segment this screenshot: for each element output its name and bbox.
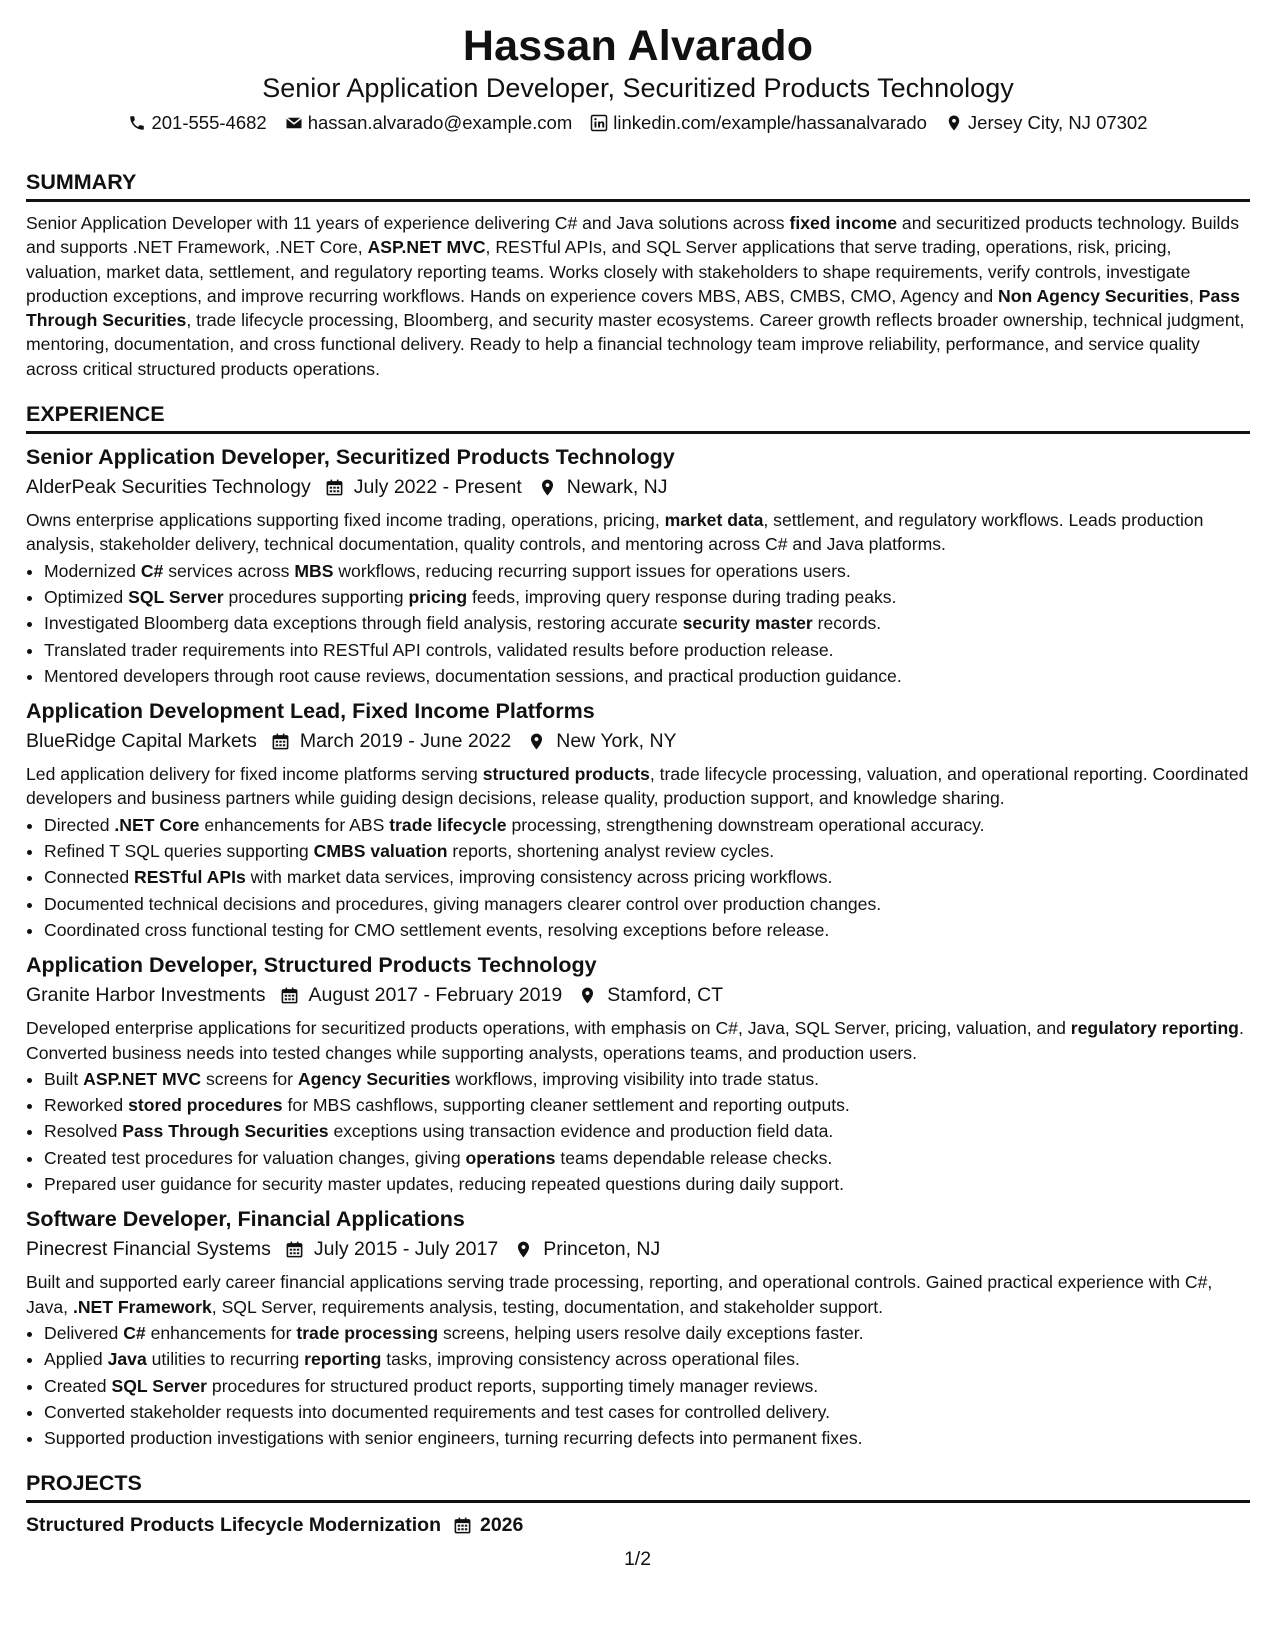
bullet-item: • Investigated Bloomberg data exceptions through field analysis, restoring accurate security master records. [44,610,1250,636]
experience-list [26,443,1250,1451]
contact-linkedin[interactable] [590,110,927,136]
bold-term: structured products [482,764,650,785]
bullet-item: • Connected RESTful APIs with market data services, improving consistency across pricing workflows. [44,864,1250,890]
location-pin-icon [578,986,597,1005]
job-meta [26,726,1250,756]
job-company: AlderPeak Securities Technology [26,476,311,499]
bullet-item: • Created SQL Server procedures for structured product reports, supporting timely manager reviews. [44,1373,1250,1399]
job-dates: July 2015 - July 2017 [313,1238,499,1261]
job-meta [26,472,1250,502]
job-bullets [26,812,1250,943]
job-bullets [26,558,1250,689]
bold-term: .NET Core [114,814,200,835]
bullet-item: • Supported production investigations with senior engineers, turning recurring defects into permanent fixes. [44,1425,1250,1451]
linkedin-icon [590,114,608,132]
calendar-icon [453,1516,472,1535]
job-bullets [26,1066,1250,1197]
contact-bar [26,110,1250,136]
calendar-icon [280,986,299,1005]
summary-text: Senior Application Developer with 11 years of experience delivering C# and Java solutions across fixed income and securitized products technology. Builds and supports .NET Framework, .NET Core, ASP.NET MVC, RESTful APIs, and SQL Server applications that serve trading, operations, risk, pricing, valuation, market data, settlement, and regulatory reporting teams. Works closely with stakeholders to shape requirements, verify controls, investigate production exceptions, and improve recurring workflows. Hands on experience covers MBS, ABS, CMBS, CMO, Agency and Non Agency Securities, Pass Through Securities, trade lifecycle processing, Bloomberg, and security master ecosystems. Career growth reflects broader ownership, technical judgment, mentoring, documentation, and cross functional delivery. Ready to help a financial technology team improve reliability, performance, and service quality across critical structured products operations. [26,213,1245,379]
bold-term: fixed income [789,213,898,233]
job-entry [26,697,1250,943]
job-title: Application Development Lead, Fixed Income Platforms [26,699,595,724]
bullet-item: • Created test procedures for valuation changes, giving operations teams dependable release checks. [44,1145,1250,1171]
bullet-item: • Optimized SQL Server procedures supporting pricing feeds, improving query response during trading peaks. [44,584,1250,610]
bullet-item: • Coordinated cross functional testing for CMO settlement events, resolving exceptions before release. [44,917,1250,943]
bold-term: ASP.NET MVC [367,237,486,258]
calendar-icon [271,732,290,751]
job-location: Newark, NJ [566,476,668,499]
bold-term: Non Agency Securities [998,285,1189,306]
calendar-icon [285,1240,304,1259]
bullet-item: • Refined T SQL queries supporting CMBS valuation reports, shortening analyst review cycles. [44,838,1250,864]
contact-email[interactable] [285,110,573,136]
bullet-item: • Built ASP.NET MVC screens for Agency Securities workflows, improving visibility into trade status. [44,1066,1250,1092]
job-entry [26,1205,1250,1451]
phone-icon [128,114,146,132]
bold-term: MBS [294,560,334,581]
bullet-item: • Mentored developers through root cause reviews, documentation sessions, and practical production guidance. [44,663,1250,689]
location-pin-icon [945,114,963,132]
job-company: Granite Harbor Investments [26,984,266,1007]
job-location: Princeton, NJ [543,1238,661,1261]
contact-location-text: Jersey City, NJ 07302 [967,112,1148,133]
job-entry [26,951,1250,1197]
experience-heading: EXPERIENCE [26,400,1250,434]
bold-term: Pass Through Securities [26,285,1240,331]
bold-term: reporting [304,1349,382,1370]
page-number: 1/2 [623,1548,652,1570]
job-dates: August 2017 - February 2019 [308,984,563,1007]
contact-phone[interactable] [128,110,266,136]
job-entry [26,443,1250,689]
project-entry [26,1511,1250,1539]
job-dates: July 2022 - Present [353,476,522,499]
bullet-item: • Prepared user guidance for security master updates, reducing repeated questions during daily support. [44,1171,1250,1197]
bold-term: trade processing [296,1322,439,1343]
bullet-item: • Documented technical decisions and procedures, giving managers clearer control over production changes. [44,891,1250,917]
job-meta [26,980,1250,1010]
location-pin-icon [514,1240,533,1259]
envelope-icon [285,114,303,132]
bold-term: trade lifecycle [389,814,507,835]
bullet-item: • Directed .NET Core enhancements for ABS trade lifecycle processing, strengthening downstream operational accuracy. [44,812,1250,838]
candidate-title: Senior Application Developer, Securitized Products Technology [262,73,1014,103]
job-company: Pinecrest Financial Systems [26,1238,271,1261]
bold-term: C# [140,560,164,581]
bold-term: .NET Framework [72,1296,212,1317]
resume-page [26,20,1250,1539]
job-location: New York, NY [556,730,677,753]
bold-term: RESTful APIs [134,867,246,888]
bullet-item: • Reworked stored procedures for MBS cashflows, supporting cleaner settlement and reporting outputs. [44,1092,1250,1118]
location-pin-icon [538,478,557,497]
job-company: BlueRidge Capital Markets [26,730,257,753]
projects-heading: PROJECTS [26,1469,1250,1503]
bold-term: C# [123,1322,146,1343]
contact-email-text: hassan.alvarado@example.com [307,112,573,133]
job-bullets [26,1320,1250,1451]
bold-term: operations [465,1147,556,1168]
bold-term: ASP.NET MVC [83,1068,202,1089]
bold-term: stored procedures [128,1095,283,1116]
job-description: Owns enterprise applications supporting fixed income trading, operations, pricing, market data, settlement, and regulatory workflows. Leads production analysis, stakeholder delivery, technical documentation, quality controls, and mentoring across C# and Java platforms. [26,510,1204,555]
job-description: Built and supported early career financial applications serving trade processing, reporting, and operational controls. Gained practical experience with C#, Java, .NET Framework, SQL Server, requirements analysis, testing, documentation, and stakeholder support. [26,1272,1213,1317]
bold-term: pricing [408,586,468,607]
bullet-item: • Converted stakeholder requests into documented requirements and test cases for controlled delivery. [44,1399,1250,1425]
project-year: 2026 [479,1514,524,1537]
bold-term: SQL Server [128,586,224,607]
bold-term: CMBS valuation [313,841,448,862]
location-pin-icon [527,732,546,751]
job-description: Developed enterprise applications for securitized products operations, with emphasis on C#, Java, SQL Server, pricing, valuation, and regulatory reporting. Converted business needs into tested changes while supporting analysts, operations teams, and production users. [26,1018,1244,1063]
bullet-item: • Modernized C# services across MBS workflows, reducing recurring support issues for operations users. [44,558,1250,584]
bold-term: security master [682,613,813,634]
bullet-item: • Translated trader requirements into RESTful API controls, validated results before production release. [44,637,1250,663]
project-title: Structured Products Lifecycle Modernization [26,1514,441,1537]
contact-linkedin-text: linkedin.com/example/hassanalvarado [613,112,927,133]
bold-term: Agency Securities [297,1068,451,1089]
bold-term: Java [107,1349,147,1370]
bullet-item: • Delivered C# enhancements for trade processing screens, helping users resolve daily exceptions faster. [44,1320,1250,1346]
job-description: Led application delivery for fixed income platforms serving structured products, trade lifecycle processing, valuation, and operational reporting. Coordinated developers and business partners while guiding design decisions, release quality, production support, and knowledge sharing. [26,764,1249,809]
bold-term: regulatory reporting [1070,1018,1239,1039]
job-meta [26,1234,1250,1264]
calendar-icon [325,478,344,497]
bullet-item: • Applied Java utilities to recurring reporting tasks, improving consistency across operational files. [44,1346,1250,1372]
bold-term: market data [664,510,764,531]
job-title: Application Developer, Structured Products Technology [26,953,597,978]
bold-term: SQL Server [111,1375,208,1396]
bullet-item: • Resolved Pass Through Securities exceptions using transaction evidence and production field data. [44,1118,1250,1144]
job-title: Senior Application Developer, Securitized Products Technology [26,445,675,470]
job-location: Stamford, CT [607,984,724,1007]
job-dates: March 2019 - June 2022 [299,730,512,753]
candidate-name: Hassan Alvarado [462,22,814,70]
summary-heading: SUMMARY [26,168,1250,202]
contact-location [945,110,1148,136]
bold-term: Pass Through Securities [122,1121,329,1142]
contact-phone-text: 201-555-4682 [151,112,267,133]
job-title: Software Developer, Financial Applications [26,1207,465,1232]
